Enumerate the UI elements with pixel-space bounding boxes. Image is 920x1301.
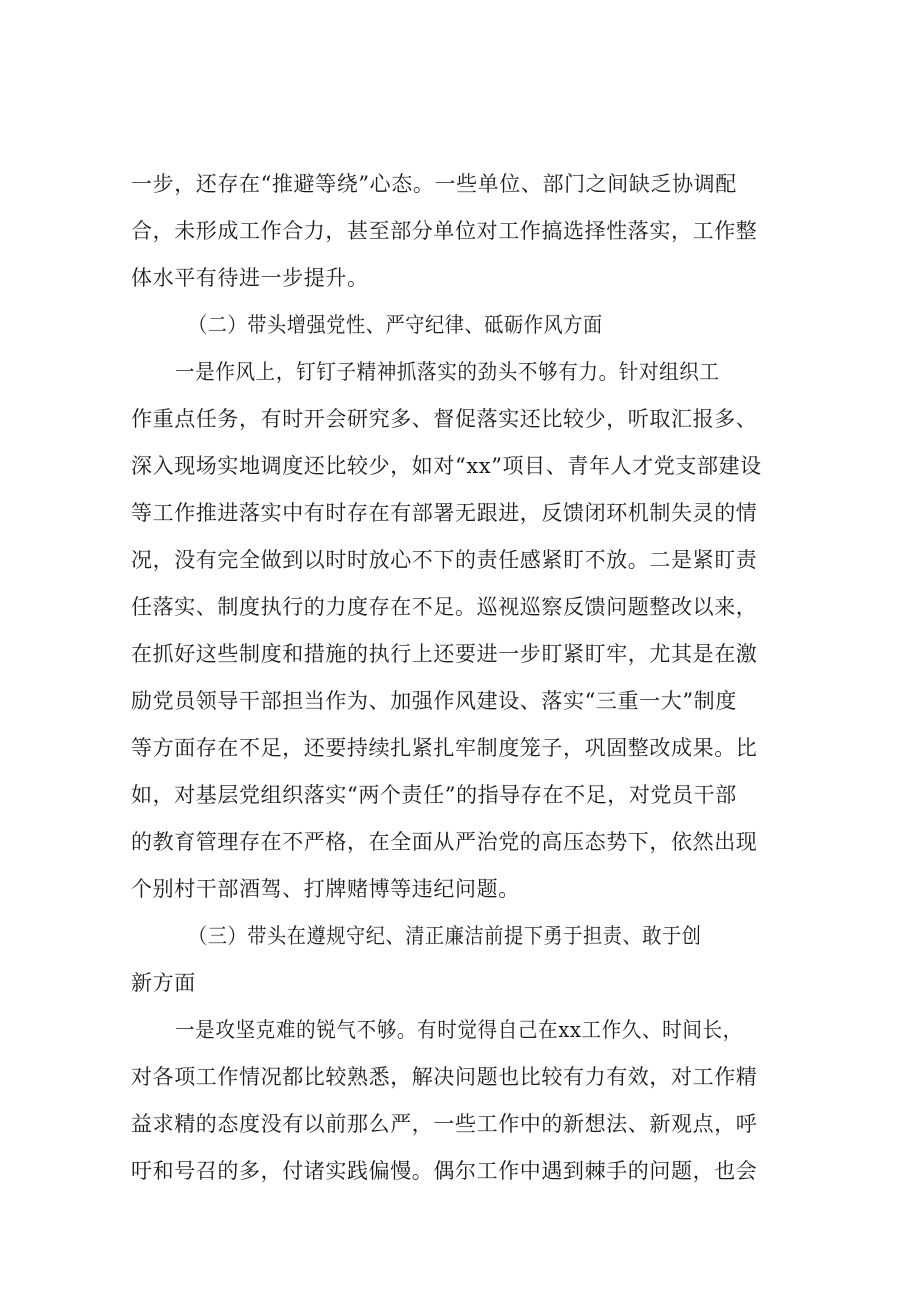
paragraph-line: 个别村干部酒驾、打牌赌博等违纪问题。 [131, 877, 520, 901]
section-heading-two: （二）带头增强党性、严守纪律、砥砺作风方面 [188, 313, 603, 337]
paragraph-line: 体水平有待进一步提升。 [131, 266, 369, 290]
paragraph-line: 深入现场实地调度还比较少，如对“xx”项目、青年人才党支部建设 [131, 454, 762, 478]
paragraph-line: 吁和号召的多，付诸实践偏慢。偶尔工作中遇到棘手的问题，也会 [131, 1159, 758, 1183]
section-heading-three: （三）带头在遵规守纪、清正廉洁前提下勇于担责、敢于创 [188, 924, 702, 948]
paragraph-line: 如，对基层党组织落实“两个责任”的指导存在不足，对党员干部 [131, 783, 737, 807]
paragraph-line: 对各项工作情况都比较熟悉，解决问题也比较有力有效，对工作精 [131, 1065, 758, 1089]
paragraph-line: 作重点任务，有时开会研究多、督促落实还比较少，听取汇报多、 [131, 407, 758, 431]
paragraph-line: 合，未形成工作合力，甚至部分单位对工作搞选择性落实，工作整 [131, 219, 758, 243]
section-heading-three-cont: 新方面 [131, 971, 196, 995]
paragraph-line: 等方面存在不足，还要持续扎紧扎牢制度笼子，巩固整改成果。比 [131, 736, 758, 760]
paragraph-line: 等工作推进落实中有时存在有部署无跟进，反馈闭环机制失灵的情 [131, 501, 758, 525]
paragraph-line: 一步，还存在“推避等绕”心态。一些单位、部门之间缺乏协调配 [131, 172, 737, 196]
paragraph-line: 一是作风上，钉钉子精神抓落实的劲头不够有力。针对组织工 [175, 360, 720, 384]
paragraph-line: 任落实、制度执行的力度存在不足。巡视巡察反馈问题整改以来， [131, 595, 758, 619]
paragraph-line: 励党员领导干部担当作为、加强作风建设、落实“三重一大”制度 [131, 689, 737, 713]
paragraph-line: 益求精的态度没有以前那么严，一些工作中的新想法、新观点，呼 [131, 1112, 758, 1136]
paragraph-line: 的教育管理存在不严格，在全面从严治党的高压态势下，依然出现 [131, 830, 758, 854]
paragraph-line: 在抓好这些制度和措施的执行上还要进一步盯紧盯牢，尤其是在激 [131, 642, 758, 666]
paragraph-line: 况，没有完全做到以时时放心不下的责任感紧盯不放。二是紧盯责 [131, 548, 758, 572]
paragraph-line: 一是攻坚克难的锐气不够。有时觉得自己在xx工作久、时间长， [175, 1018, 743, 1042]
